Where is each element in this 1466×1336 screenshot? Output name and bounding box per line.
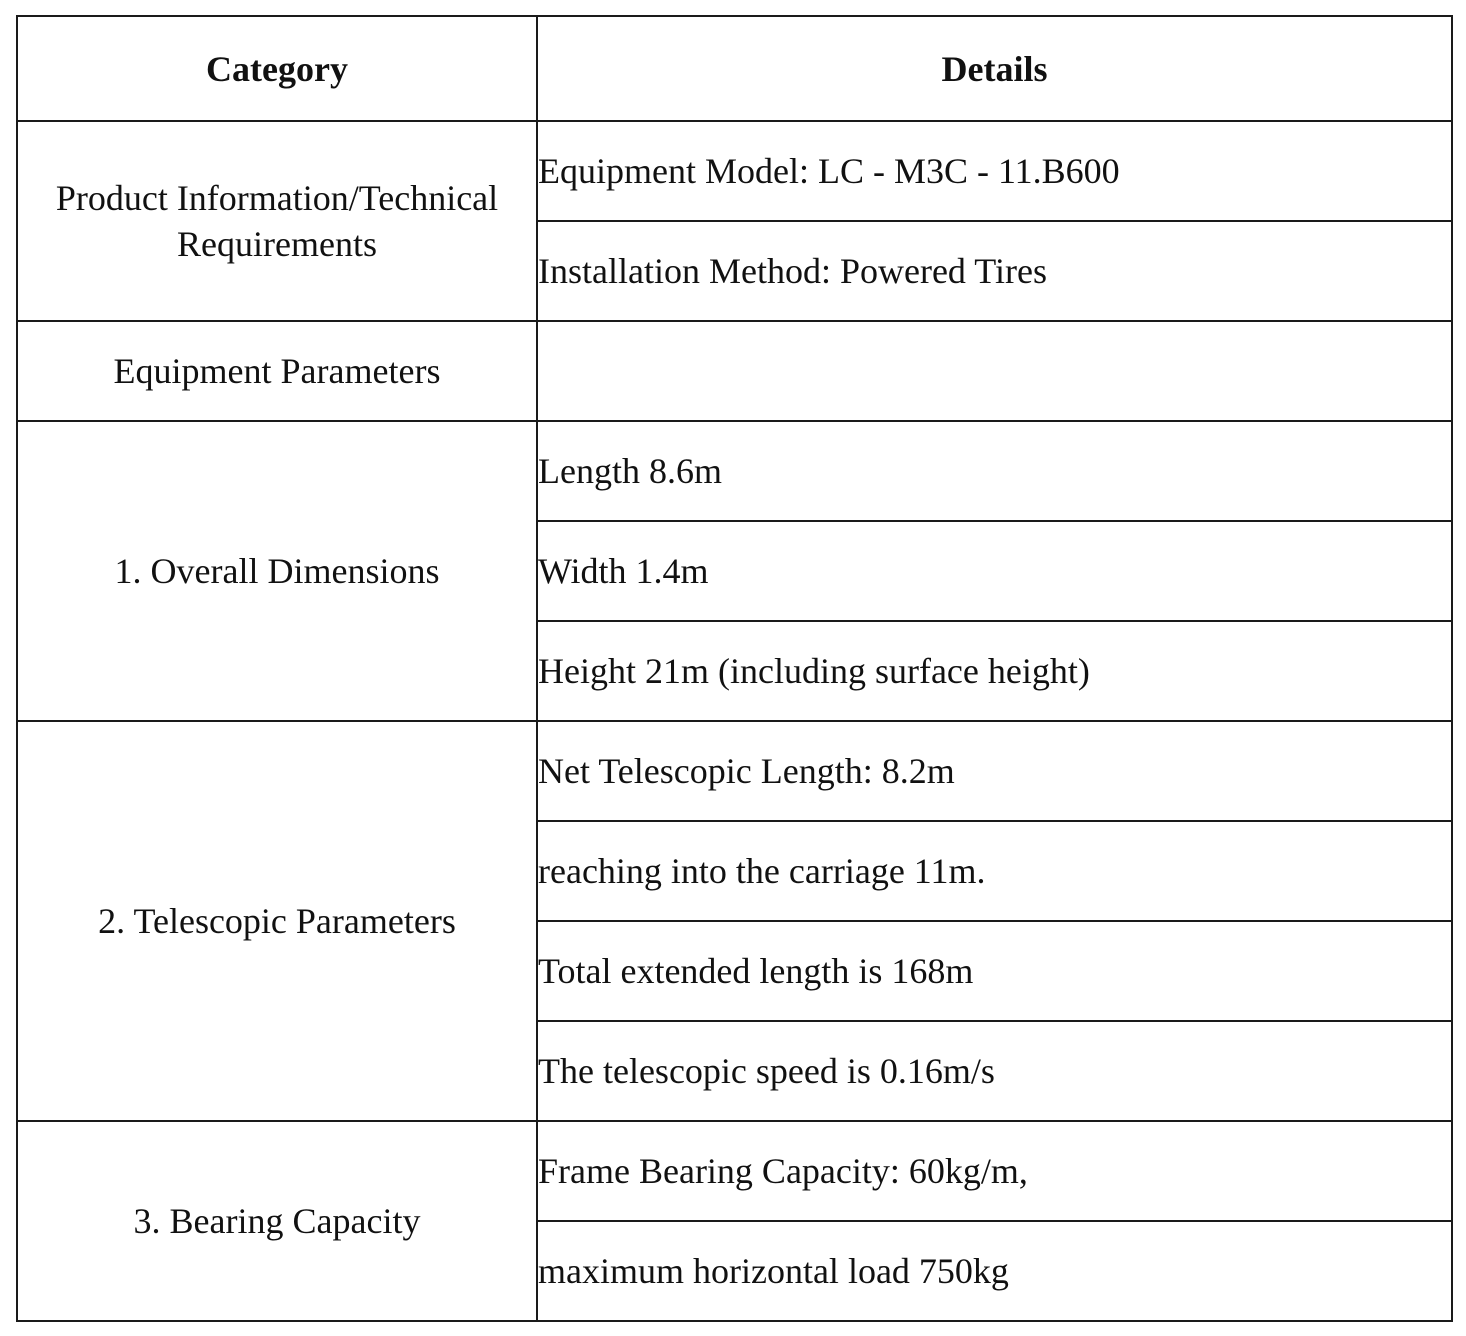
- table-row: [17, 1121, 1452, 1221]
- table-row: [17, 721, 1452, 821]
- table-row: [17, 421, 1452, 521]
- spec-table: [16, 15, 1453, 1322]
- detail-total-extended-length: Total extended length is 168m: [537, 921, 1452, 1021]
- detail-width: Width 1.4m: [537, 521, 1452, 621]
- category-telescopic-parameters: 2. Telescopic Parameters: [17, 721, 537, 1121]
- detail-length: Length 8.6m: [537, 421, 1452, 521]
- header-details: Details: [537, 16, 1452, 121]
- detail-frame-bearing-capacity: Frame Bearing Capacity: 60kg/m,: [537, 1121, 1452, 1221]
- detail-max-horizontal-load: maximum horizontal load 750kg: [537, 1221, 1452, 1321]
- detail-installation-method: Installation Method: Powered Tires: [537, 221, 1452, 321]
- category-bearing-capacity: 3. Bearing Capacity: [17, 1121, 537, 1321]
- category-equipment-parameters: Equipment Parameters: [17, 321, 537, 421]
- category-overall-dimensions: 1. Overall Dimensions: [17, 421, 537, 721]
- detail-equipment-model: Equipment Model: LC - M3C - 11.B600: [537, 121, 1452, 221]
- detail-net-telescopic-length: Net Telescopic Length: 8.2m: [537, 721, 1452, 821]
- detail-height: Height 21m (including surface height): [537, 621, 1452, 721]
- detail-telescopic-speed: The telescopic speed is 0.16m/s: [537, 1021, 1452, 1121]
- category-product-info: Product Information/Technical Requirements: [17, 121, 537, 321]
- header-row: [17, 16, 1452, 121]
- detail-reach-into-carriage: reaching into the carriage 11m.: [537, 821, 1452, 921]
- header-category: Category: [17, 16, 537, 121]
- table-row: [17, 321, 1452, 421]
- table-row: [17, 121, 1452, 221]
- detail-empty: [537, 321, 1452, 421]
